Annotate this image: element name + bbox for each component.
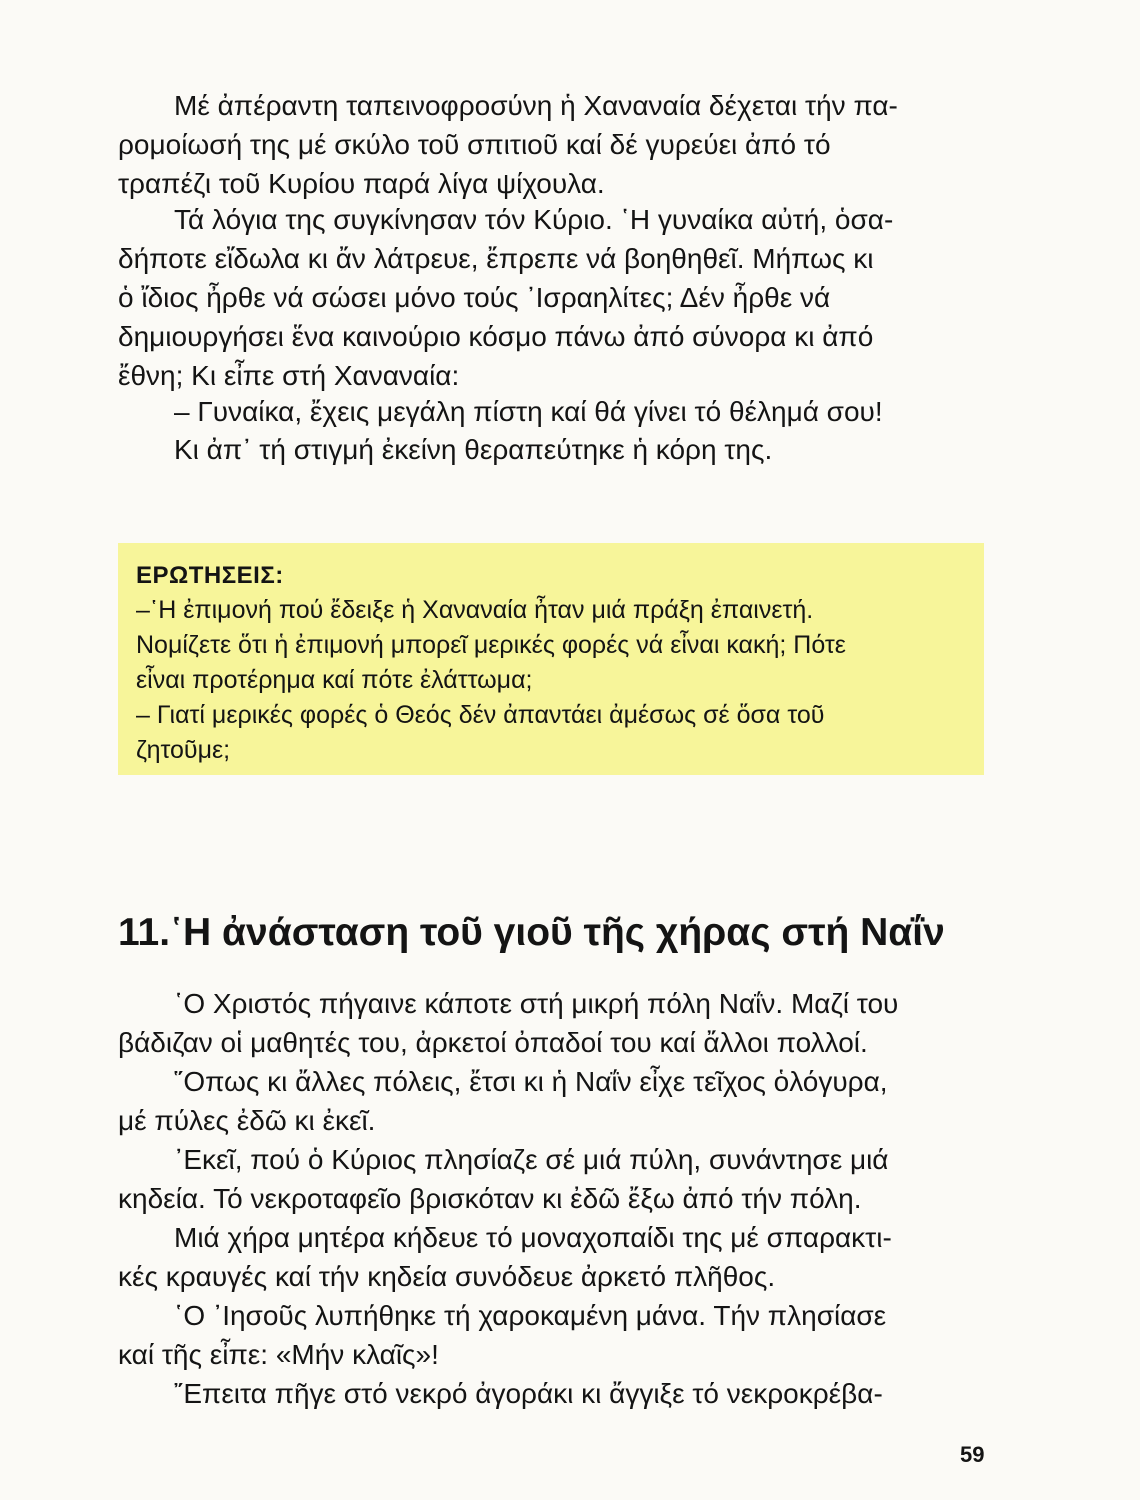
text-line: βάδιζαν οἱ μαθητές του, ἀρκετοί ὀπαδοί του καί ἄλλοι πολλοί. — [118, 1027, 868, 1058]
text-line: Μιά χήρα μητέρα κήδευε τό μοναχοπαίδι της μέ σπαρακτι- — [174, 1222, 892, 1253]
text-line: τραπέζι τοῦ Κυρίου παρά λίγα ψίχουλα. — [118, 168, 605, 199]
text-line: δήποτε εἴδωλα κι ἄν λάτρευε, ἔπρεπε νά βοηθηθεῖ. Μήπως κι — [118, 243, 874, 274]
text-line: ῞Οπως κι ἄλλες πόλεις, ἔτσι κι ἡ Ναΐν εἶχε τεῖχος ὁλόγυρα, — [174, 1066, 888, 1097]
text-line: ῾Ο Χριστός πήγαινε κάποτε στή μικρή πόλη Ναΐν. Μαζί του — [174, 988, 899, 1019]
text-line: καί τῆς εἶπε: «Μήν κλαῖς»! — [118, 1339, 439, 1370]
paragraph-1 — [118, 86, 986, 203]
paragraph-4 — [118, 430, 986, 469]
questions-section — [136, 558, 976, 768]
text-line: Τά λόγια της συγκίνησαν τόν Κύριο. ῾Η γυναίκα αὐτή, ὁσα- — [174, 204, 894, 235]
text-line: ῎Επειτα πῆγε στό νεκρό ἀγοράκι κι ἄγγιξε τό νεκροκρέβα- — [174, 1378, 883, 1409]
questions-title: ΕΡΩΤΗΣΕΙΣ: — [136, 562, 284, 589]
text-line: Μέ ἀπέραντη ταπεινοφροσύνη ἡ Χαναναία δέχεται τήν πα- — [174, 90, 898, 121]
text-line: κές κραυγές καί τήν κηδεία συνόδευε ἀρκετό πλῆθος. — [118, 1261, 776, 1292]
question-line: ζητοῦμε; — [136, 736, 231, 764]
text-line: ᾿Εκεῖ, πού ὁ Κύριος πλησίαζε σέ μιά πύλη, συνάντησε μιά — [174, 1144, 889, 1175]
text-line: ῾Ο ᾿Ιησοῦς λυπήθηκε τή χαροκαμένη μάνα. Τήν πλησίασε — [174, 1300, 887, 1331]
text-line: ὁ ἴδιος ἦρθε νά σώσει μόνο τούς ᾿Ισραηλίτες; Δέν ἦρθε νά — [118, 282, 831, 313]
chapter-title: 11.῾Η ἀνάσταση τοῦ γιοῦ τῆς χήρας στή Ναΐν — [118, 911, 945, 954]
paragraph-2 — [118, 200, 986, 395]
text-line: δημιουργήσει ἕνα καινούριο κόσμο πάνω ἀπό σύνορα κι ἀπό — [118, 321, 874, 352]
text-line: Κι ἀπ᾿ τή στιγμή ἐκείνη θεραπεύτηκε ἡ κόρη της. — [174, 434, 773, 465]
text-line: μέ πύλες ἐδῶ κι ἐκεῖ. — [118, 1105, 376, 1136]
chapter-body — [118, 984, 986, 1413]
text-line: κηδεία. Τό νεκροταφεῖο βρισκόταν κι ἐδῶ ἔξω ἀπό τήν πόλη. — [118, 1183, 862, 1214]
text-line: ρομοίωσή της μέ σκύλο τοῦ σπιτιοῦ καί δέ γυρεύει ἀπό τό — [118, 129, 831, 160]
question-line: εἶναι προτέρημα καί πότε ἐλάττωμα; — [136, 666, 533, 694]
text-line: ἔθνη; Κι εἶπε στή Χαναναία: — [118, 360, 460, 391]
question-line: Νομίζετε ὅτι ἡ ἐπιμονή μπορεῖ μερικές φορές νά εἶναι κακή; Πότε — [136, 631, 846, 659]
page-number: 59 — [960, 1442, 985, 1467]
dialogue-line: – Γυναίκα, ἔχεις μεγάλη πίστη καί θά γίνει τό θέλημά σου! — [174, 396, 883, 427]
paragraph-3 — [118, 392, 986, 431]
question-line: –῾Η ἐπιμονή πού ἔδειξε ἡ Χαναναία ἦταν μιά πράξη ἐπαινετή. — [136, 596, 814, 624]
question-line: – Γιατί μερικές φορές ὁ Θεός δέν ἀπαντάει ἀμέσως σέ ὅσα τοῦ — [136, 701, 825, 729]
